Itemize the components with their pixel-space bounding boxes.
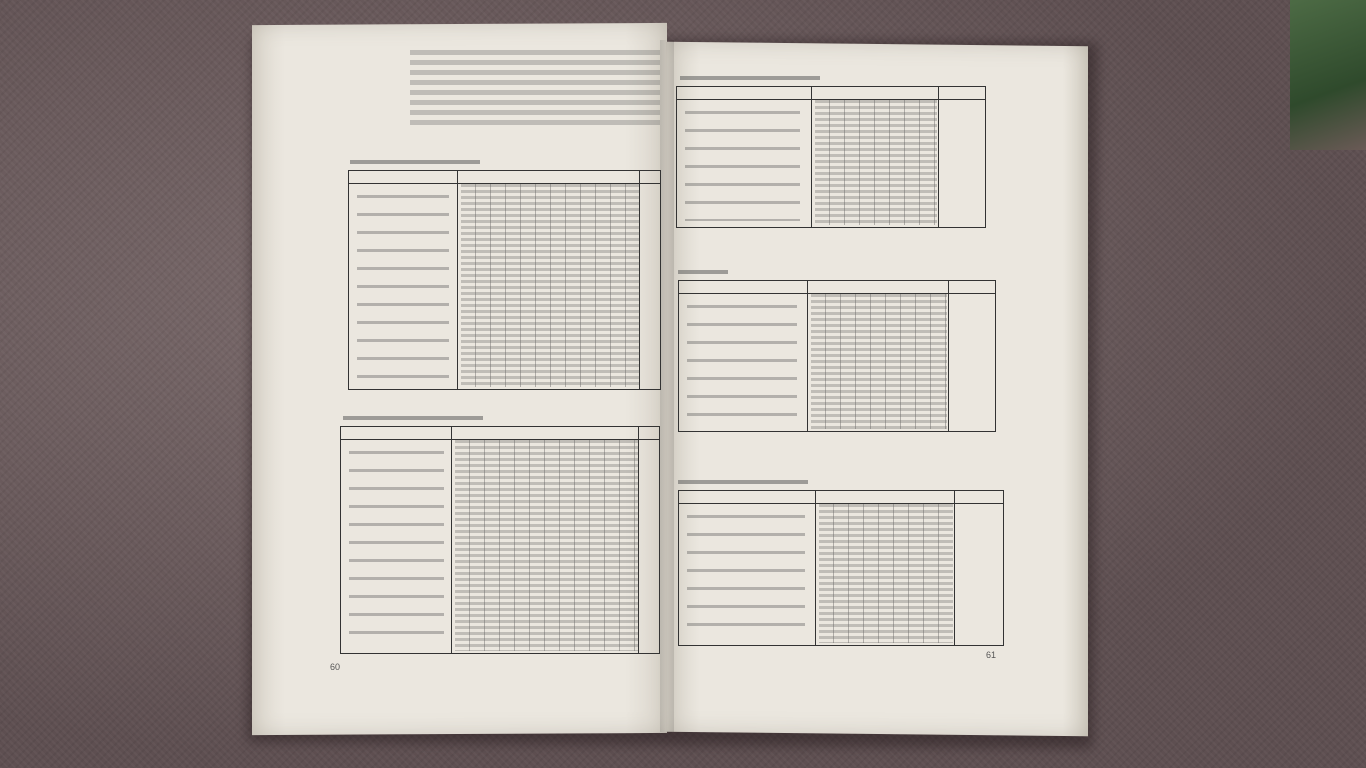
intro-paragraph	[410, 50, 660, 130]
table-caption	[680, 76, 820, 80]
results-table	[678, 280, 996, 432]
results-table	[348, 170, 661, 390]
page-number-right: 61	[986, 650, 997, 660]
results-table	[676, 86, 986, 228]
book-gutter	[660, 40, 674, 732]
results-table	[678, 490, 1004, 646]
table-caption	[350, 160, 480, 164]
table-caption	[678, 480, 808, 484]
table-caption	[343, 416, 483, 420]
results-table	[340, 426, 660, 654]
table-caption	[678, 270, 728, 274]
background-plant	[1290, 0, 1366, 150]
page-number-left: 60	[330, 662, 341, 672]
